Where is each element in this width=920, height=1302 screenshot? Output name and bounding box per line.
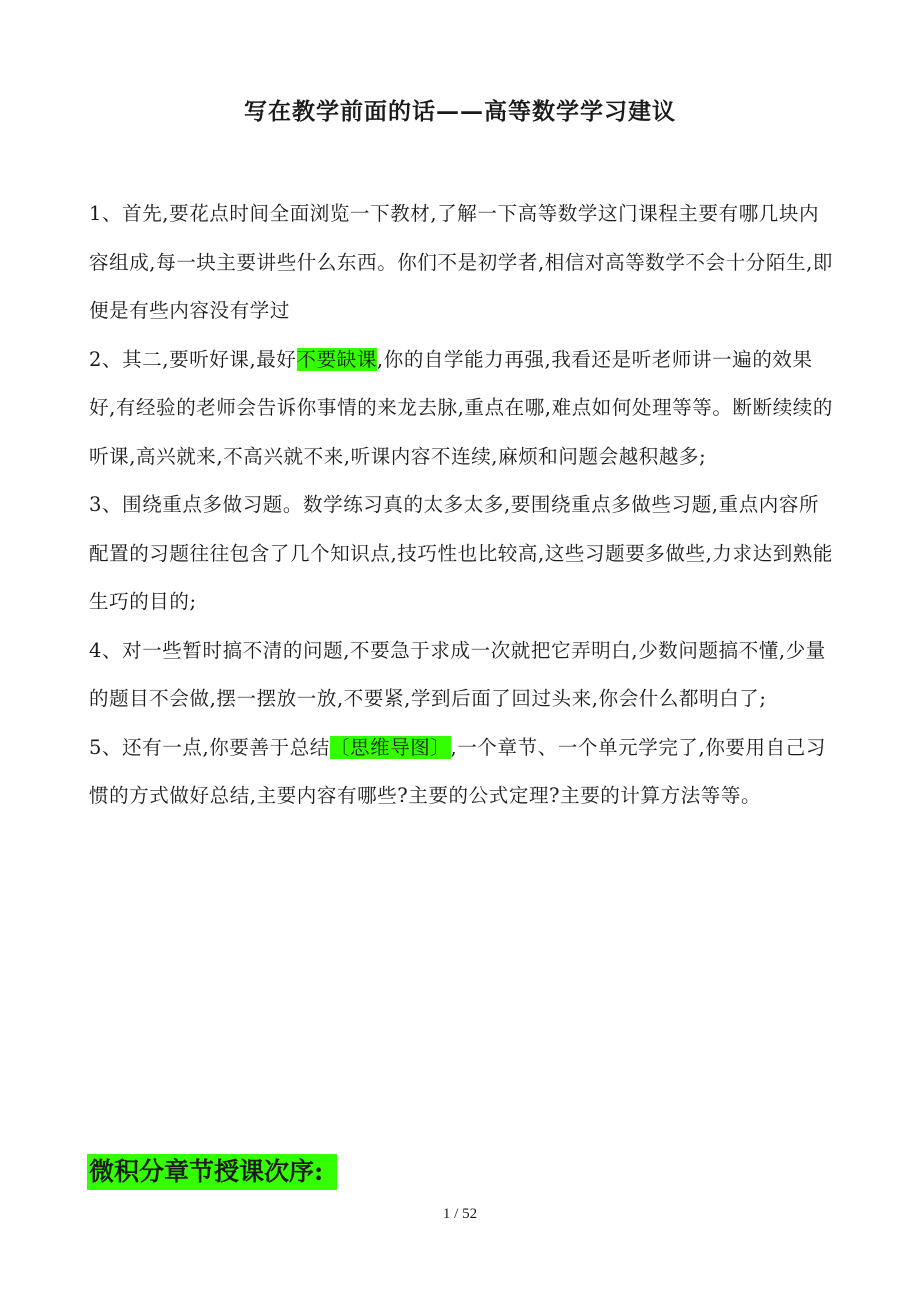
paragraph-2-highlight: 不要缺课	[296, 347, 377, 371]
paragraph-5-text-before: 5、还有一点,你要善于总结	[89, 735, 330, 759]
section-heading: 微积分章节授课次序:	[87, 1154, 337, 1190]
paragraph-5	[89, 724, 834, 821]
paragraph-1-text: 1、首先,要花点时间全面浏览一下教材,了解一下高等数学这门课程主要有哪几块内容组成,每一块主要讲些什么东西。你们不是初学者,相信对高等数学不会十分陌生,即便是有些内容没有学过	[89, 202, 833, 322]
paragraph-2-text-before: 2、其二,要听好课,最好	[89, 347, 297, 371]
paragraph-2-text-after: ,你的自学能力再强,我看还是听老师讲一遍的效果好,有经验的老师会告诉你事情的来龙去脉,重点在哪,难点如何处理等等。断断续续的听课,高兴就来,不高兴就不来,听课内容不连续,麻烦和问题会越积越多;	[89, 347, 833, 468]
paragraph-4	[89, 627, 834, 724]
paragraph-4-text: 4、对一些暂时搞不清的问题,不要急于求成一次就把它弄明白,少数问题搞不懂,少量的题目不会做,摆一摆放一放,不要紧,学到后面了回过头来,你会什么都明白了;	[89, 638, 826, 710]
paragraph-5-text-after: ,一个章节、一个单元学完了,你要用自己习惯的方式做好总结,主要内容有哪些?主要的公式定理?主要的计算方法等等。	[89, 735, 826, 807]
paragraph-3-text: 3、围绕重点多做习题。数学练习真的太多太多,要围绕重点多做些习题,重点内容所配置的习题往往包含了几个知识点,技巧性也比较高,这些习题要多做些,力求达到熟能生巧的目的;	[89, 493, 833, 613]
paragraph-3	[89, 481, 834, 627]
page-number: 1 / 52	[442, 1206, 478, 1222]
paragraph-1	[89, 190, 834, 336]
paragraph-5-highlight: 〔思维导图〕	[329, 735, 451, 759]
document-body	[89, 190, 834, 821]
document-title: 写在教学前面的话——高等数学学习建议	[244, 98, 676, 125]
paragraph-2	[89, 336, 834, 482]
